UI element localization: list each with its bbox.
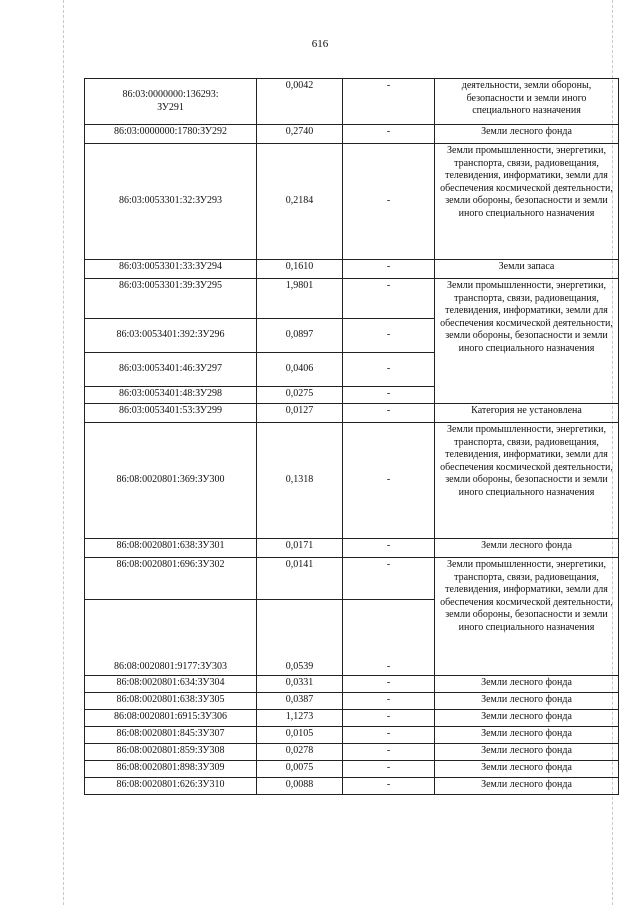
- land-category: Земли лесного фонда: [435, 125, 619, 144]
- table-row: [85, 676, 619, 693]
- land-category: Земли промышленности, энергетики, транспорта, связи, радиовещания, телевидения, информатики, земли для обеспечения космической деятельности, земли обороны, безопасности и земли иного специального назначения: [435, 423, 619, 539]
- table-row: [85, 539, 619, 558]
- area-value: 0,0275: [257, 387, 343, 404]
- note-value: -: [343, 319, 435, 353]
- table-row: [85, 279, 619, 319]
- land-category: Земли лесного фонда: [435, 778, 619, 795]
- area-value: 0,0171: [257, 539, 343, 558]
- area-value: 0,0141: [257, 558, 343, 600]
- cadastral-number: 86:03:0053301:33:ЗУ294: [85, 260, 257, 279]
- cadastral-number: 86:08:0020801:626:ЗУ310: [85, 778, 257, 795]
- area-value: 0,0075: [257, 761, 343, 778]
- area-value: 0,0127: [257, 404, 343, 423]
- cadastral-number: 86:03:0053301:32:ЗУ293: [85, 144, 257, 260]
- cadastral-number: 86:08:0020801:696:ЗУ302: [85, 558, 257, 600]
- area-value: 0,2184: [257, 144, 343, 260]
- table-row: [85, 423, 619, 539]
- cadastral-number: 86:08:0020801:638:ЗУ305: [85, 693, 257, 710]
- cadastral-number: 86:03:0053401:46:ЗУ297: [85, 353, 257, 387]
- note-value: -: [343, 539, 435, 558]
- cadastral-number: 86:08:0020801:898:ЗУ309: [85, 761, 257, 778]
- land-category: Земли лесного фонда: [435, 693, 619, 710]
- note-value: -: [343, 144, 435, 260]
- note-value: -: [343, 279, 435, 319]
- cadastral-number: 86:08:0020801:845:ЗУ307: [85, 727, 257, 744]
- cadastral-number: 86:03:0053401:48:ЗУ298: [85, 387, 257, 404]
- table-row: [85, 144, 619, 260]
- page-number: 616: [311, 38, 329, 50]
- table-row: [85, 761, 619, 778]
- cadastral-number: 86:03:0053301:39:ЗУ295: [85, 279, 257, 319]
- note-value: -: [343, 260, 435, 279]
- cadastral-number: 86:08:0020801:9177:ЗУ303: [85, 600, 257, 676]
- margin-line-left: [63, 0, 64, 905]
- land-category: Земли промышленности, энергетики, транспорта, связи, радиовещания, телевидения, информатики, земли для обеспечения космической деятельности, земли обороны, безопасности и земли иного специального назначения: [435, 279, 619, 404]
- table-row: [85, 79, 619, 125]
- note-value: -: [343, 353, 435, 387]
- land-category: Земли лесного фонда: [435, 539, 619, 558]
- cadastral-number: 86:03:0000000:1780:ЗУ292: [85, 125, 257, 144]
- land-category: Земли запаса: [435, 260, 619, 279]
- cadastral-number: 86:08:0020801:638:ЗУ301: [85, 539, 257, 558]
- note-value: -: [343, 710, 435, 727]
- area-value: 0,0042: [257, 79, 343, 125]
- area-value: 0,0331: [257, 676, 343, 693]
- table-row: [85, 125, 619, 144]
- cadastral-number: 86:03:0000000:136293: ЗУ291: [85, 79, 257, 125]
- table-row: [85, 693, 619, 710]
- land-category: Земли лесного фонда: [435, 676, 619, 693]
- note-value: -: [343, 727, 435, 744]
- land-category: Земли промышленности, энергетики, транспорта, связи, радиовещания, телевидения, информатики, земли для обеспечения космической деятельности, земли обороны, безопасности и земли иного специального назначения: [435, 144, 619, 260]
- note-value: -: [343, 79, 435, 125]
- note-value: -: [343, 387, 435, 404]
- land-category: Земли промышленности, энергетики, транспорта, связи, радиовещания, телевидения, информатики, земли для обеспечения космической деятельности, земли обороны, безопасности и земли иного специального назначения: [435, 558, 619, 676]
- table-row: [85, 727, 619, 744]
- table-row: [85, 260, 619, 279]
- area-value: 1,9801: [257, 279, 343, 319]
- note-value: -: [343, 744, 435, 761]
- note-value: -: [343, 693, 435, 710]
- area-value: 1,1273: [257, 710, 343, 727]
- area-value: 0,0897: [257, 319, 343, 353]
- area-value: 0,0539: [257, 600, 343, 676]
- cadastral-number: 86:08:0020801:6915:ЗУ306: [85, 710, 257, 727]
- cadastral-number: 86:03:0053401:392:ЗУ296: [85, 319, 257, 353]
- land-category: Земли лесного фонда: [435, 761, 619, 778]
- table-row: [85, 710, 619, 727]
- area-value: 0,0105: [257, 727, 343, 744]
- area-value: 0,0278: [257, 744, 343, 761]
- note-value: -: [343, 558, 435, 600]
- note-value: -: [343, 125, 435, 144]
- note-value: -: [343, 676, 435, 693]
- land-category: Земли лесного фонда: [435, 744, 619, 761]
- area-value: 0,0088: [257, 778, 343, 795]
- cadastral-number: 86:08:0020801:634:ЗУ304: [85, 676, 257, 693]
- table-row: [85, 778, 619, 795]
- table-row: [85, 404, 619, 423]
- note-value: -: [343, 778, 435, 795]
- land-plots-table: [84, 78, 619, 795]
- note-value: -: [343, 600, 435, 676]
- area-value: 0,1318: [257, 423, 343, 539]
- area-value: 0,1610: [257, 260, 343, 279]
- area-value: 0,2740: [257, 125, 343, 144]
- note-value: -: [343, 404, 435, 423]
- table-row: [85, 744, 619, 761]
- land-category: Земли лесного фонда: [435, 710, 619, 727]
- land-category: Категория не установлена: [435, 404, 619, 423]
- cadastral-number: 86:08:0020801:859:ЗУ308: [85, 744, 257, 761]
- table-row: [85, 558, 619, 600]
- cadastral-number: 86:03:0053401:53:ЗУ299: [85, 404, 257, 423]
- area-value: 0,0406: [257, 353, 343, 387]
- note-value: -: [343, 761, 435, 778]
- land-category: деятельности, земли обороны, безопасности и земли иного специального назначения: [435, 79, 619, 125]
- cadastral-number: 86:08:0020801:369:ЗУ300: [85, 423, 257, 539]
- area-value: 0,0387: [257, 693, 343, 710]
- land-category: Земли лесного фонда: [435, 727, 619, 744]
- note-value: -: [343, 423, 435, 539]
